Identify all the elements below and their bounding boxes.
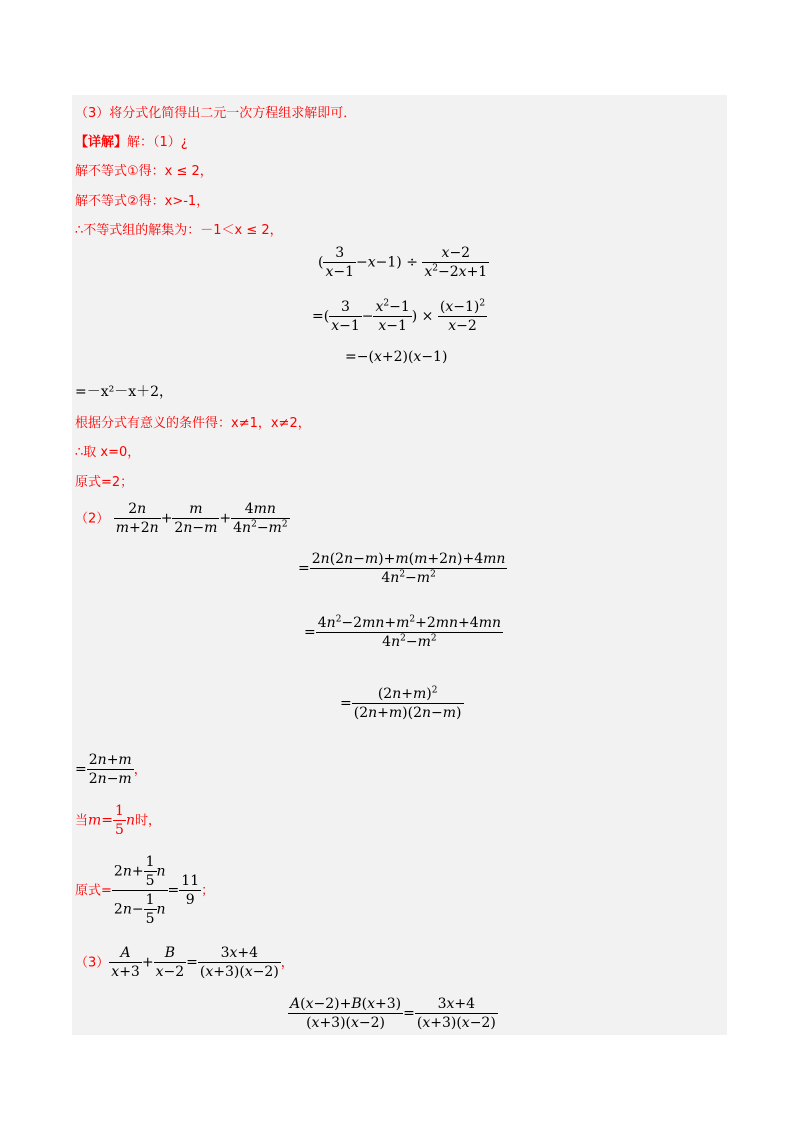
part-2-step-2: = $\frac{4n^2-2mn+m^2+2mn+4mn}{4n^2-m^2}$ [304,614,501,650]
when-suffix: 时， [134,813,161,829]
step-3-note: （3）将分式化简得出二元一次方程组求解即可． [75,106,357,121]
original-expression-label: 原式= [75,883,112,899]
equation-line-1: ( $\frac{3}{x-1}$ −x−1) ÷ $\frac{x-2}{x^2-2x+1}$ [318,245,488,280]
part-2-label: （2） [75,511,110,527]
result-part-1: 原式=2； [75,475,134,490]
equation-line-4: =－x²－x＋2， [75,384,174,400]
solution-set: ∴不等式组的解集为：－1＜x ≤ 2， [75,223,283,238]
equation-line-3: =−(x+2)(x−1) [345,349,448,365]
part-3-comma: ， [280,955,294,971]
part-2-step-3: = $\frac{(2n+m)^2}{(2n+m)(2n-m)}$ [340,685,462,721]
part-3-label: （3） [75,955,110,971]
when-label: 当 [75,813,89,829]
choose-x-note: ∴取 x=0， [75,445,141,460]
condition-note: 根据分式有意义的条件得：x≠1，x≠2， [75,416,311,431]
part-2-step-1: = $\frac{2n(2n-m)+m(m+2n)+4mn}{4n^2-m^2}$ [298,551,506,586]
heading-label: 【详解】 [75,135,128,150]
step-4-comma: ， [133,762,147,778]
part-3-expression: （3） $\frac{A}{x+3}$ + $\frac{B}{x-2}$ = $\frac{3x+4}{(x+3)(x-2)}$ ， [75,945,294,980]
inequality-1-result: 解不等式①得：x ≤ 2， [75,164,213,179]
final-value-line: 原式= 2n+ $\frac{1}{5}$ n 2n− $\frac{1}{5}$ n = $\frac{11}{9}$ ； [75,854,215,927]
part-3-step-1: $\frac{A(x-2)+B(x+3)}{(x+3)(x-2)}$ = $\frac{3x+4}{(x+3)(x-2)}$ [290,996,496,1031]
part-2-step-4: = $\frac{2n+m}{2n-m}$ ， [75,752,147,787]
inequality-2-result: 解不等式②得：x>-1， [75,194,210,209]
part-2-expression: （2） $\frac{2n}{m+2n}$ + $\frac{m}{2n-m}$ + $\frac{4mn}{4n^2-m^2}$ [75,501,288,536]
detailed-solution-heading [75,131,188,150]
substitution-line: 当m= $\frac{1}{5}$ n时， [75,803,161,838]
equation-line-2: =( $\frac{3}{x-1}$ − $\frac{x^2-1}{x-1}$ ) × $\frac{(x-1)^2}{x-2}$ [312,298,486,334]
heading-tail: 解：（1）¿ [127,135,188,150]
final-semicolon: ； [201,883,215,899]
